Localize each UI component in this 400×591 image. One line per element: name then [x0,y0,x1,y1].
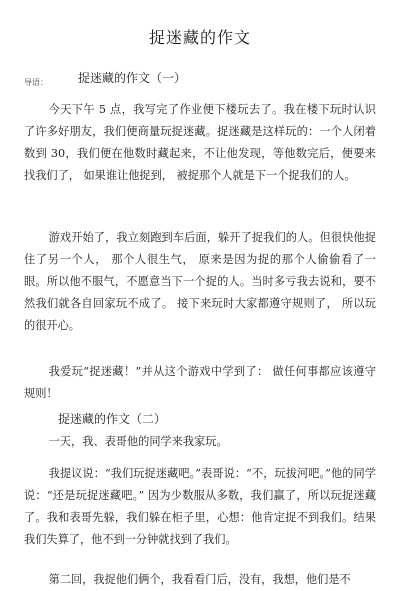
paragraph: 我爱玩“捉迷藏！”并从这个游戏中学到了： 做任何事都应该遵守规则！ [24,365,376,400]
intro-label: 导语： [24,78,48,87]
section-heading-2: 捉迷藏的作文（二） [58,412,167,426]
paragraph: 游戏开始了，我立刻跑到车后面，躲开了捉我们的人。但很快他捉住了另一个人， 那个人很生气， 原来是因为捉的那个人偷偷看了一眼。所以他不服气，不愿意当下一个捉的人。当时多亏我去说和，要不然我们就各自回家玩不成了。 接下来玩时大家都遵守规则了， 所以玩的很开心。 [24,231,376,332]
paragraph: 今天下午 5 点，我写完了作业便下楼玩去了。我在楼下玩时认识了许多好朋友，我们便商量玩捉迷藏。捉迷藏是这样玩的：一个人闭着数到 30，我们便在他数时藏起来，不让他发现，等他数完后，便要来找我们了， 如果谁让他捉到， 被捉那个人就是下一个捉我们的人。 [24,103,376,182]
paragraph: 一天，我、表哥他的同学来我家玩。 [48,435,228,448]
paragraph: 我提议说：“我们玩捉迷藏吧。”表哥说：“不，玩拔河吧。”他的同学说：“还是玩捉迷藏吧。” 因为少数服从多数，我们赢了，所以玩捉迷藏了。我和表哥先躲，我们躲在柜子里，心想：他肯定捉不到我们。结果我们失算了，他不到一分钟就找到了我们。 [24,467,376,546]
section-heading-1: 捉迷藏的作文（一） [78,71,187,85]
paragraph: 第二回，我捉他们俩个，我看看门后，没有，我想，他们是不 [48,573,351,586]
document-title: 捉迷藏的作文 [148,28,251,47]
